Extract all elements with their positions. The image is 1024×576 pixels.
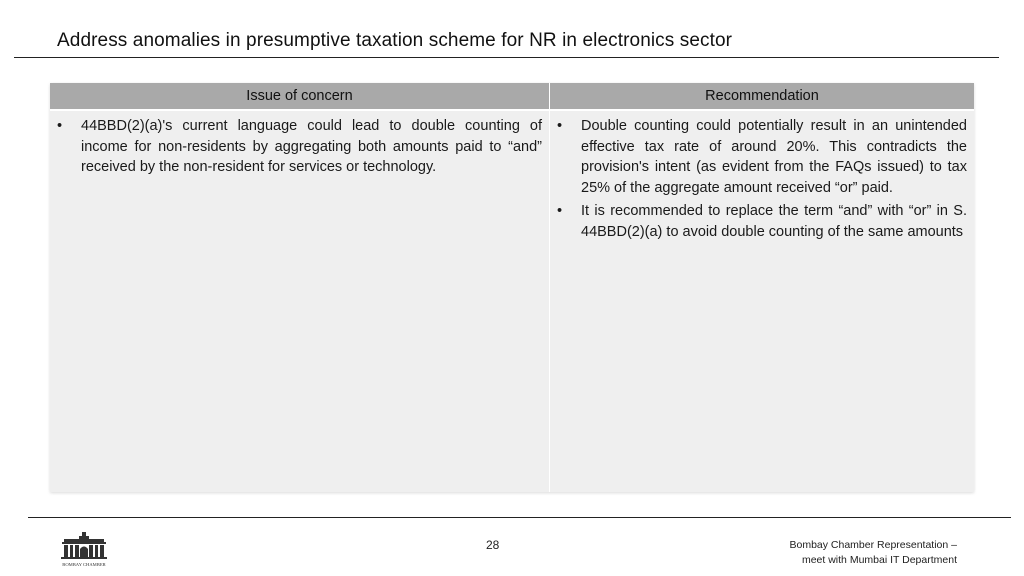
recommendation-text: It is recommended to replace the term “and” with “or” in S. 44BBD(2)(a) to avoid double counting of the same amounts [581, 203, 967, 240]
list-item [56, 116, 542, 178]
issue-column-header: Issue of concern [50, 83, 549, 109]
footer-caption-line-2: meet with Mumbai IT Department [801, 553, 957, 566]
bullet-icon: • [557, 203, 563, 219]
bullet-icon: • [57, 118, 63, 134]
list-item [556, 116, 967, 198]
recommendation-text: Double counting could potentially result in an unintended effective tax rate of around 20%. This contradicts the provision's intent (as evident from the FAQs issued) to tax 25% of the aggregate amount received “or” paid. [581, 118, 967, 196]
bullet-icon: • [557, 118, 563, 134]
issue-list [56, 116, 542, 178]
issue-recommendation-table [50, 83, 974, 492]
page-number: 28 [486, 538, 500, 552]
footer-caption-line-1: Bombay Chamber Representation – [789, 539, 957, 551]
recommendation-list [556, 116, 967, 242]
issue-text: 44BBD(2)(a)'s current language could lead to double counting of income for non-residents by aggregating both amounts paid to “and” received by the non-resident for services or technology. [81, 118, 542, 175]
list-item [556, 201, 967, 242]
slide-title: Address anomalies in presumptive taxation scheme for NR in electronics sector [57, 30, 733, 51]
issue-column-body [50, 111, 549, 492]
recommendation-column-header: Recommendation [550, 83, 974, 109]
recommendation-column [550, 83, 974, 492]
issue-column [50, 83, 549, 492]
recommendation-column-body [550, 111, 974, 492]
footer-divider [28, 517, 1011, 518]
title-divider [14, 57, 999, 58]
footer-caption [789, 538, 957, 567]
bombay-chamber-logo-icon [58, 530, 110, 568]
logo-wordmark: BOMBAY CHAMBER [62, 562, 106, 567]
